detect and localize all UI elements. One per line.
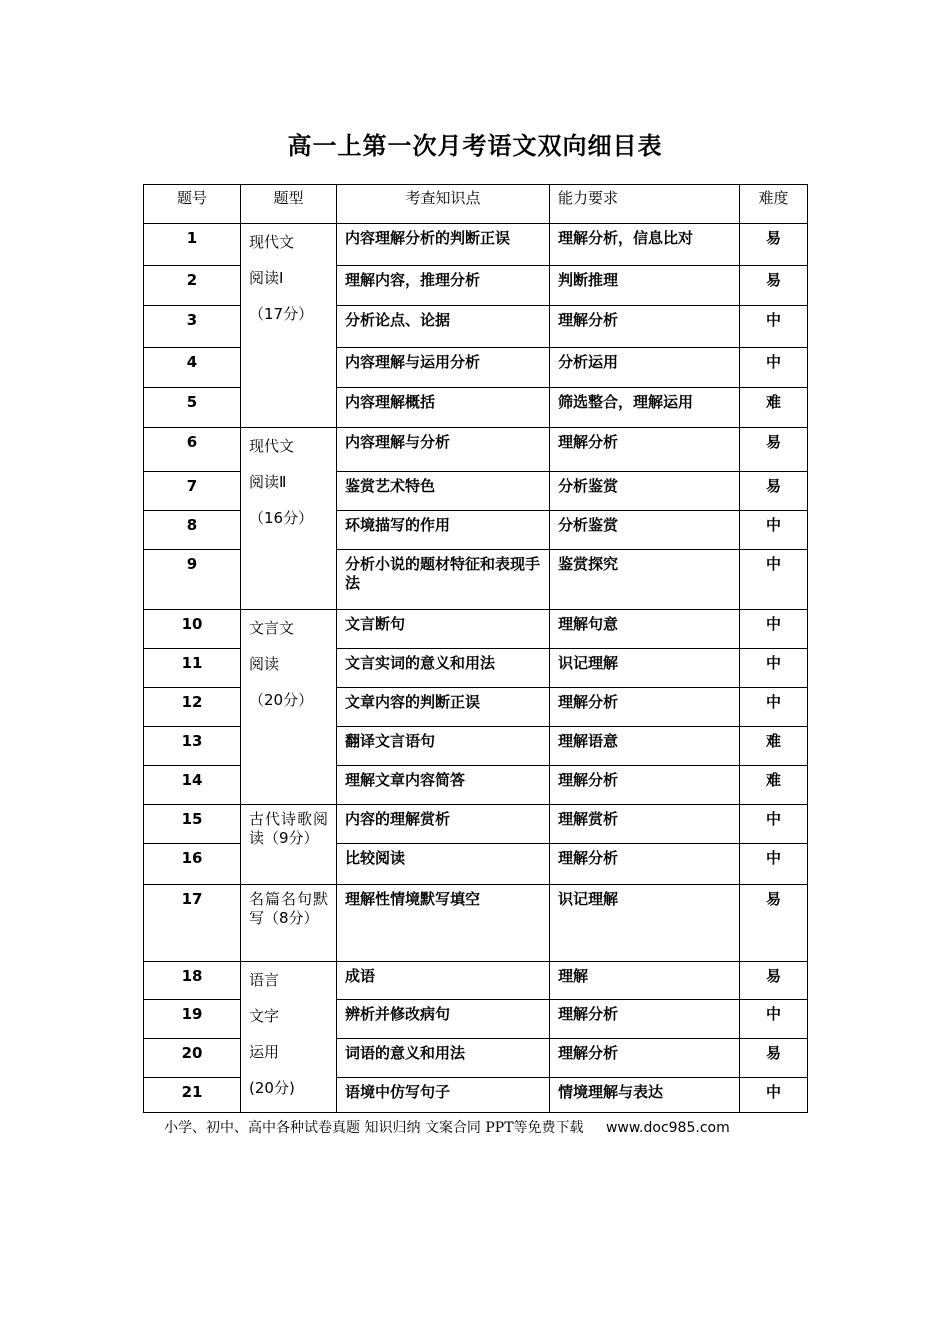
question-type (241, 428, 337, 610)
ability-requirement: 判断推理 (550, 266, 740, 306)
question-number: 2 (144, 266, 241, 306)
detail-table (143, 184, 808, 1113)
question-type-line: 现代文 (249, 233, 295, 251)
difficulty: 易 (740, 428, 808, 472)
question-number: 9 (144, 550, 241, 610)
ability-requirement: 分析鉴赏 (550, 472, 740, 511)
ability-requirement: 理解分析 (550, 306, 740, 348)
question-type-line: （17分） (249, 305, 314, 323)
knowledge-point: 理解内容，推理分析 (337, 266, 550, 306)
difficulty: 中 (740, 649, 808, 688)
difficulty: 易 (740, 1039, 808, 1078)
question-number: 8 (144, 511, 241, 550)
question-number: 5 (144, 388, 241, 428)
knowledge-point: 鉴赏艺术特色 (337, 472, 550, 511)
ability-requirement: 理解句意 (550, 610, 740, 649)
knowledge-point: 辨析并修改病句 (337, 1000, 550, 1039)
table-row (144, 224, 808, 266)
difficulty: 易 (740, 224, 808, 266)
ability-requirement: 分析运用 (550, 348, 740, 388)
difficulty: 中 (740, 348, 808, 388)
difficulty: 易 (740, 472, 808, 511)
difficulty: 难 (740, 388, 808, 428)
ability-requirement: 识记理解 (550, 885, 740, 962)
question-type-line: 阅读Ⅰ (249, 269, 284, 287)
question-number: 16 (144, 844, 241, 885)
question-number: 18 (144, 962, 241, 1000)
question-number: 7 (144, 472, 241, 511)
question-type-line: (20分) (249, 1079, 295, 1097)
knowledge-point: 内容理解概括 (337, 388, 550, 428)
question-number: 12 (144, 688, 241, 727)
ability-requirement: 分析鉴赏 (550, 511, 740, 550)
ability-requirement: 理解分析 (550, 1000, 740, 1039)
question-number: 17 (144, 885, 241, 962)
knowledge-point: 理解文章内容简答 (337, 766, 550, 805)
difficulty: 易 (740, 962, 808, 1000)
question-number: 4 (144, 348, 241, 388)
question-type (241, 224, 337, 428)
knowledge-point: 比较阅读 (337, 844, 550, 885)
question-number: 21 (144, 1078, 241, 1113)
table-body (144, 224, 808, 1113)
ability-requirement: 理解分析，信息比对 (550, 224, 740, 266)
ability-requirement: 理解分析 (550, 428, 740, 472)
difficulty: 中 (740, 550, 808, 610)
question-type-line: 文字 (249, 1007, 280, 1025)
question-number: 1 (144, 224, 241, 266)
ability-requirement: 情境理解与表达 (550, 1078, 740, 1113)
ability-requirement: 筛选整合，理解运用 (550, 388, 740, 428)
header-difficulty: 难度 (740, 185, 808, 224)
question-type-line: 阅读Ⅱ (249, 473, 287, 491)
knowledge-point: 内容的理解赏析 (337, 805, 550, 844)
knowledge-point: 文言断句 (337, 610, 550, 649)
question-type (241, 885, 337, 962)
knowledge-point: 语境中仿写句子 (337, 1078, 550, 1113)
question-number: 11 (144, 649, 241, 688)
question-number: 20 (144, 1039, 241, 1078)
ability-requirement: 理解 (550, 962, 740, 1000)
difficulty: 中 (740, 1000, 808, 1039)
knowledge-point: 分析小说的题材特征和表现手法 (337, 550, 550, 610)
ability-requirement: 理解分析 (550, 688, 740, 727)
question-number: 19 (144, 1000, 241, 1039)
footer-url[interactable]: www.doc985.com (605, 1120, 730, 1136)
question-type-line: 语言 (249, 971, 280, 989)
knowledge-point: 分析论点、论据 (337, 306, 550, 348)
knowledge-point: 内容理解与运用分析 (337, 348, 550, 388)
question-type-line: 文言文 (249, 619, 295, 637)
ability-requirement: 理解分析 (550, 766, 740, 805)
knowledge-point: 文言实词的意义和用法 (337, 649, 550, 688)
question-number: 6 (144, 428, 241, 472)
knowledge-point: 环境描写的作用 (337, 511, 550, 550)
header-knowledge: 考查知识点 (337, 185, 550, 224)
footer-text: 小学、初中、高中各种试卷真题 知识归纳 文案合同 PPT等免费下载 (164, 1120, 584, 1136)
knowledge-point: 文章内容的判断正误 (337, 688, 550, 727)
difficulty: 中 (740, 1078, 808, 1113)
ability-requirement: 理解语意 (550, 727, 740, 766)
difficulty: 难 (740, 727, 808, 766)
table-row (144, 610, 808, 649)
header-number: 题号 (144, 185, 241, 224)
knowledge-point: 翻译文言语句 (337, 727, 550, 766)
difficulty: 中 (740, 688, 808, 727)
footer (164, 1117, 730, 1137)
table-row (144, 805, 808, 844)
difficulty: 易 (740, 885, 808, 962)
question-number: 10 (144, 610, 241, 649)
question-type-line: 现代文 (249, 437, 295, 455)
question-number: 3 (144, 306, 241, 348)
difficulty: 易 (740, 266, 808, 306)
difficulty: 中 (740, 844, 808, 885)
question-number: 13 (144, 727, 241, 766)
header-row (144, 185, 808, 224)
difficulty: 难 (740, 766, 808, 805)
knowledge-point: 成语 (337, 962, 550, 1000)
question-type-line: 名篇名句默写（8分） (249, 890, 328, 927)
question-type-line: （20分） (249, 691, 314, 709)
knowledge-point: 词语的意义和用法 (337, 1039, 550, 1078)
table-row (144, 885, 808, 962)
question-number: 15 (144, 805, 241, 844)
document-title: 高一上第一次月考语文双向细目表 (287, 132, 663, 160)
ability-requirement: 理解分析 (550, 844, 740, 885)
header-ability: 能力要求 (550, 185, 740, 224)
knowledge-point: 内容理解与分析 (337, 428, 550, 472)
difficulty: 中 (740, 610, 808, 649)
question-type-line: 阅读 (249, 655, 280, 673)
ability-requirement: 理解赏析 (550, 805, 740, 844)
difficulty: 中 (740, 306, 808, 348)
knowledge-point: 理解性情境默写填空 (337, 885, 550, 962)
question-number: 14 (144, 766, 241, 805)
question-type (241, 805, 337, 885)
difficulty: 中 (740, 511, 808, 550)
table-row (144, 962, 808, 1000)
table-row (144, 428, 808, 472)
question-type (241, 610, 337, 805)
question-type-line: （16分） (249, 509, 314, 527)
difficulty: 中 (740, 805, 808, 844)
ability-requirement: 识记理解 (550, 649, 740, 688)
question-type (241, 962, 337, 1113)
ability-requirement: 理解分析 (550, 1039, 740, 1078)
question-type-line: 古代诗歌阅读（9分） (249, 810, 328, 847)
ability-requirement: 鉴赏探究 (550, 550, 740, 610)
header-type: 题型 (241, 185, 337, 224)
knowledge-point: 内容理解分析的判断正误 (337, 224, 550, 266)
question-type-line: 运用 (249, 1043, 280, 1061)
